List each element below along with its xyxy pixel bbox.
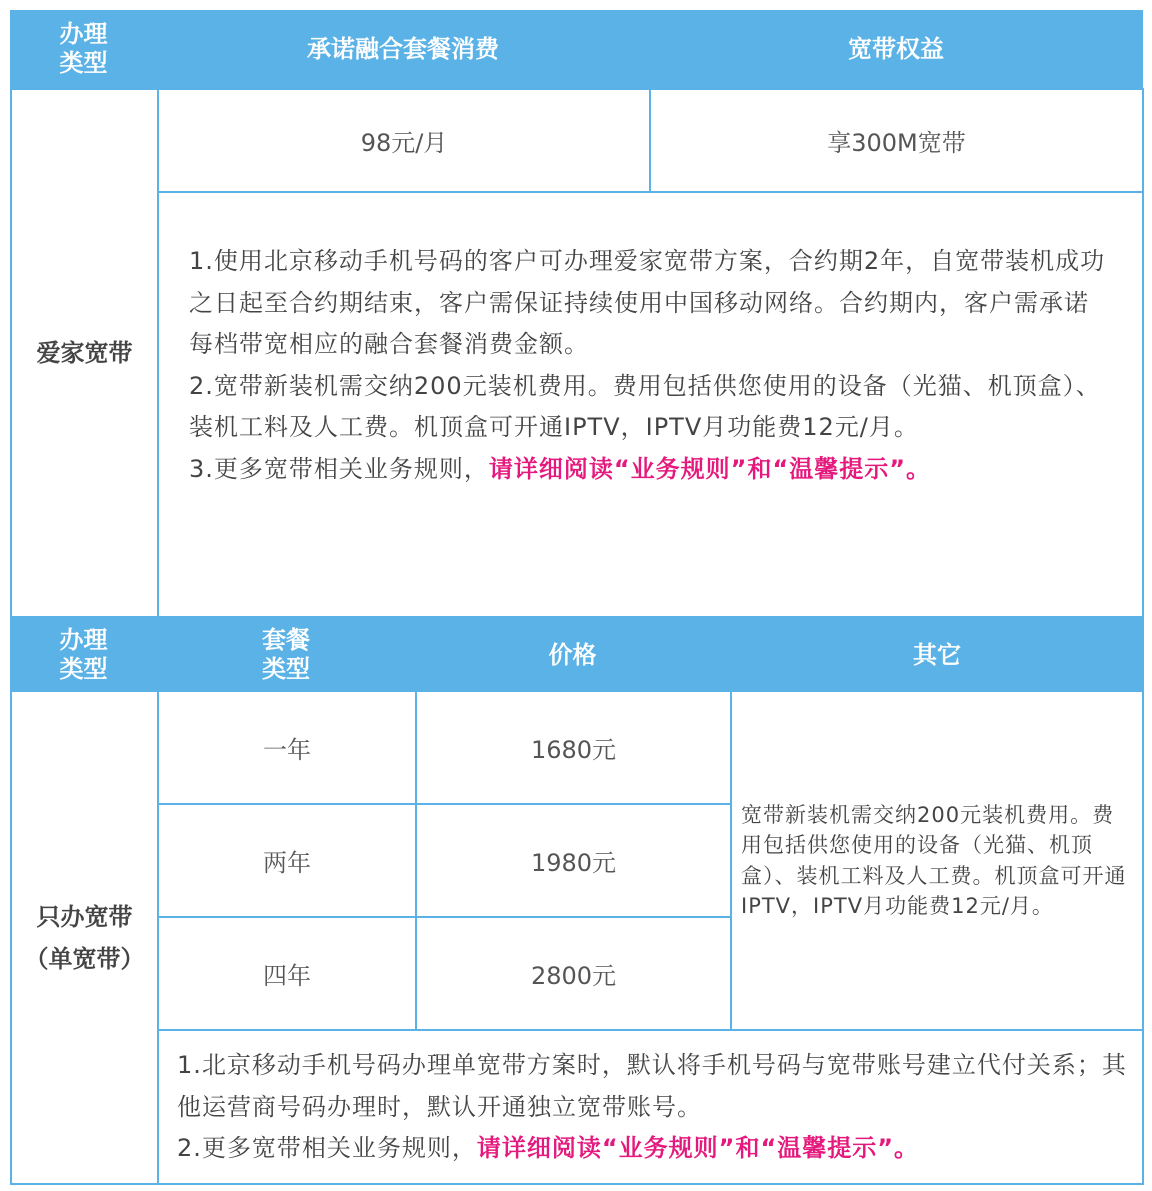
package-row-3 xyxy=(157,916,417,1031)
note-aijia-2: 2.宽带新装机需交纳200元装机费用。费用包括供您使用的设备（光猫、机顶盒）、装机工料及人工费。机顶盒可开通IPTV，IPTV月功能费12元/月。 xyxy=(189,371,1101,441)
type-label-broadband-only: 只办宽带 （单宽带） xyxy=(24,902,145,973)
notes-cell-aijia xyxy=(157,191,1144,618)
package-name-1: 一年 xyxy=(263,736,311,764)
notes-cell-broadband-only xyxy=(157,1029,1144,1185)
price-value-2: 1980元 xyxy=(530,849,617,877)
note-aijia-1: 1.使用北京移动手机号码的客户可办理爱家宽带方案，合约期2年，自宽带装机成功之日起至合约期结束，客户需保证持续使用中国移动网络。合约期内，客户需承诺每档带宽相应的融合套餐消费金额。 xyxy=(189,247,1106,358)
notes-broadband-only xyxy=(177,1045,1128,1170)
note-aijia-3-prefix: 3.更多宽带相关业务规则， xyxy=(189,454,489,483)
notes-aijia xyxy=(189,241,1112,490)
other-cell xyxy=(730,690,1144,1031)
header2-other xyxy=(730,618,1144,692)
consumption-value-cell xyxy=(157,88,651,193)
note-broadband-2 xyxy=(177,1128,1128,1170)
price-value-1: 1680元 xyxy=(530,736,617,764)
header-type-label: 办理 类型 xyxy=(59,20,108,77)
note-broadband-1: 1.北京移动手机号码办理单宽带方案时，默认将手机号码与宽带账号建立代付关系；其他运营商号码办理时，默认开通独立宽带账号。 xyxy=(177,1051,1127,1121)
header2-package-label: 套餐 类型 xyxy=(262,626,310,683)
rules-link-2[interactable]: 请详细阅读“业务规则”和“温馨提示”。 xyxy=(476,1134,919,1162)
type-cell-aijia xyxy=(10,88,159,618)
package-row-1 xyxy=(157,690,417,805)
type-label-aijia: 爱家宽带 xyxy=(36,339,133,367)
package-name-3: 四年 xyxy=(263,962,311,990)
header2-type xyxy=(10,618,157,692)
header-rights xyxy=(649,10,1143,88)
header-type xyxy=(10,10,157,88)
header-rights-label: 宽带权益 xyxy=(848,34,944,63)
note-aijia-3 xyxy=(189,449,1112,491)
price-row-2 xyxy=(415,803,732,918)
header2-price-label: 价格 xyxy=(548,640,597,669)
rights-value-cell xyxy=(649,88,1144,193)
price-row-3 xyxy=(415,916,732,1031)
header2-other-label: 其它 xyxy=(913,640,961,669)
header-consumption-label: 承诺融合套餐消费 xyxy=(307,34,499,63)
consumption-value: 98元/月 xyxy=(360,129,448,157)
price-value-3: 2800元 xyxy=(530,962,617,990)
package-row-2 xyxy=(157,803,417,918)
package-name-2: 两年 xyxy=(263,849,311,877)
price-row-1 xyxy=(415,690,732,805)
rights-value: 享300M宽带 xyxy=(827,129,966,157)
header2-type-label: 办理 类型 xyxy=(59,626,108,683)
header-consumption xyxy=(157,10,649,88)
other-text: 宽带新装机需交纳200元装机费用。费用包括供您使用的设备（光猫、机顶盒）、装机工料及人工费。机顶盒可开通IPTV，IPTV月功能费12元/月。 xyxy=(741,802,1127,918)
rules-link[interactable]: 请详细阅读“业务规则”和“温馨提示”。 xyxy=(488,454,931,483)
header2-package xyxy=(157,618,415,692)
note-broadband-2-prefix: 2.更多宽带相关业务规则， xyxy=(177,1134,477,1162)
header2-price xyxy=(415,618,730,692)
type-cell-broadband-only xyxy=(10,690,159,1185)
